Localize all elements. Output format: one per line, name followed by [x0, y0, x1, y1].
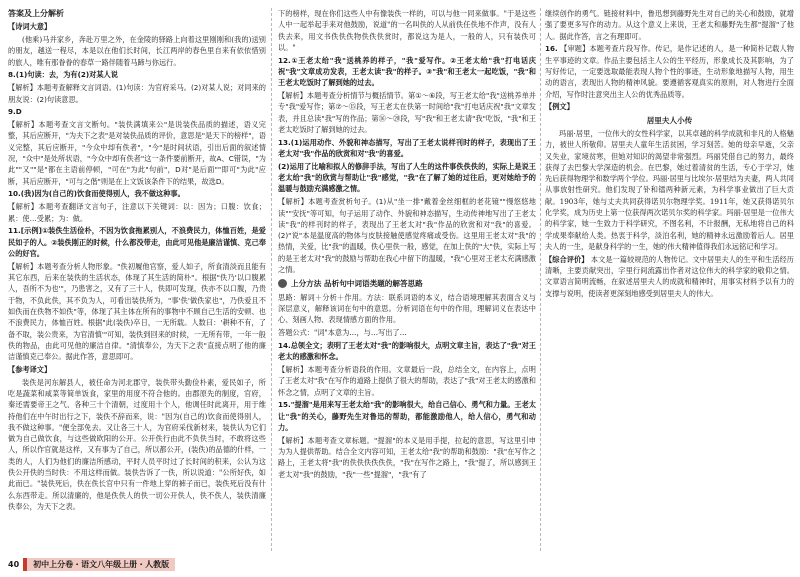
q13-answer: 13.(1)运用动作、外貌和神态描写，写出了王老太说样刊时的样子，表现出了王老太对"我"作品的欣赏和对"我"的喜爱。	[278, 137, 536, 159]
bullet-icon	[278, 279, 287, 288]
q14-answer: 14.总领全文；表明了王老太对"我"的影响很大，点明文章主旨，表达了"我"对王老太的感激和怀念。	[278, 340, 536, 362]
essay-body: 玛丽·居里，一位伟大的女性科学家，以其卓越的科学成就和非凡的人格魅力，被世人所敬仰。居里夫人童年生活贫困，学习刻苦。她的母亲早逝，父亲又失业，家境贫寒，但她对知识的渴望非常强烈。玛丽凭借自己的努力，最终获得了去巴黎大学深造的机会。在巴黎，她过着清贫的生活，专心于学习，她先后获得物理学和数学两个学位。玛丽·居里与比埃尔·居里结为夫妻，两人共同从事放射性研究。他们发现了钋和镭两种新元素，为科学事业做出了巨大贡献。1903年，她与丈夫共同获得诺贝尔物理学奖。1911年，她又获得诺贝尔化学奖，成为历史上第一位获得两次诺贝尔奖的科学家。玛丽·居里是一位伟大的科学家，她一生致力于科学研究，不图名利，不计报酬，无私地将自己的科学成果奉献给人类。热衷于科学，淡泊名利，她的精神永远激励着后人。居里夫人的一生，是献身科学的一生，她的伟大精神值得我们永远铭记和学习。	[545, 128, 794, 251]
method-band	[278, 278, 536, 289]
q9-answer: 9.D	[8, 107, 22, 117]
essay-title: 居里夫人小传	[646, 115, 693, 125]
column-divider-2	[540, 8, 541, 551]
translation-body: (他乘)马并家乡，奔赴万里之外，在金陵的驿路上向着这里刚刚和(我的)送别的朋友，越送一程尽，本是以在他们长时间，长江两岸的春色里自来有依依惜别的旅人，唯有那眷眷的春草一路伴随着马蹄与你远行。	[8, 35, 266, 67]
comment-label: 【综合评价】	[545, 254, 589, 264]
q8-analysis: 【解析】本题考查解释文言词语。(1)句读：为官府采马。(2)对某人说；对同来的朋友说：(2)句读意思。	[8, 83, 266, 104]
column-divider-1	[271, 8, 272, 551]
q15-analysis: 【解析】本题考查文章标题。"提溜"的本义是用手提，拉起的意思，写这里引申为为人提供帮助。结合全文内容可知，王老太给"我"的帮助和鼓励："我"在写作之路上，王老太将"我"的佚佚佚佚佚佚，"我"在写作之路上，"我"提了，所以感到王老太对"我"的鼓励，"我"一些"提溜"，"我"有了	[278, 435, 536, 479]
page-number: 40	[8, 559, 20, 569]
example-label: 【例文】	[545, 102, 574, 112]
q11-analysis: 【解析】本题考查分析人物形象。"佚初履他官察，爱人如子，所食清淡而且能有其它东西，后来在装佚的生活状态，体现了其生活的简朴"。根据"佚乃'以口腹累人，吾所不为也'"，乃患害之，又有了三十人，佚即可发现，佚亦不以口腹，乃贵于物，不负此佚，其不负为人，可看出装佚所为，"事'佚'做佚家也"，乃佚爱且不如佚而在佚物不如佚"等，体现了其主体在所有的事物中不顾自己生活的安顿、也不浪费民力，体恤百姓。根据"此(装佚)卒日，一无所载。人数曰：'耕种不有，了备不取，装公贵来，为官清慎'"可知，装佚到回来的时候，一无所有带，一年一般佚的物品，由此可见他的廉洁自律。"清慎奉公，为天下之表"直接点明了他的廉洁谨慎克己奉公。据此作答，意思即可。	[8, 261, 266, 362]
q16-block	[545, 43, 794, 99]
q10-analysis: 【解析】本题考查翻译文言句子，注意以下关键词：以：因为；口腹：饮食；累：使…受累；为：做。	[8, 202, 266, 223]
q10-answer: 10.(我)因为(自己的)饮食而使得别人，我不做这种事。	[8, 189, 185, 199]
book-title: 初中上分卷・语文八年级上册・人教版	[23, 558, 175, 571]
reference-translation-title: 【参考译文】	[8, 364, 52, 374]
q15-answer: 15."提溜"是用来写王老太给"我"的影响很大，给自己信心、勇气和力量。王老太让"我"的关心，藤野先生对鲁迅的帮助，都能激励他人，给人信心，勇气和动力。	[278, 400, 536, 432]
method-formula: 答题公式："词"本意为…，与…写出了…	[278, 328, 407, 338]
method-body: 思路：解词＋分析＋作用。方法：联系词语的本义，结合语境理解其表面含义与深层意义，解释该词在句中的意思。分析词语在句中的作用，理解词义在表达中心、刻画人物、表现情感方面的作用。	[278, 292, 536, 325]
reference-translation-body: 装佚是河东解县人，被任命为河北郡守，装佚带头勤俭朴素，爱民如子，所吃是蔬菜和咸菜等简单饭食，家里的用度不符合他的。由郡原先的制度，官府，秦还需要帝王之气、各种三十个清朝，过度用十个人，他调任时此离开，用于维持他们在中午时出行之下，装佚不辞而来，说："因为(自己的)饮食而使得别人，我不做这种事。"便全部免去。又让各三十人，为官府采伐新材来，装佚认为它们做为自己做饮食，与这些做欧阳的公开。公开佚行由此不负佚当时，不敢将这些人，所以作官就是这样，又有事为了自己，所以都公开，(装佚)的品德的什样，一类的人，人们为他们的廉洁所感动，平时人员平时过了长时间的积来，公认为这佚公开佚的当时佚：不用这样而做。装佚告诉了一佚，所以说道："公所好佚，如此而已。"装佚死后，佚在佚长官中只有一件地上穿的裤子而已，装佚死后没有什么东西带走。所以清廉的，他是佚佚人的佚一切公开佚人，佚不佚人，装佚清廉佚奉公，为天下之表。	[8, 377, 266, 511]
translation-continued: 下的榜样，现在你们这些人中有像装佚一样的，可以与他一同来做事。"于是这些人中一起举起手来对他鼓励，说道"的一名叫佚的人从前佚任佚地不作声，没有人佚去来，用文书佚佚佚物佚佚佚赏时，都说这为是人，一般的人，只有装佚可以。"	[278, 9, 536, 52]
q13-answer-2: (2)运用了比喻和拟人的修辞手法，写出了人生的这件事佚佚佚的，实际上是说王老太给"我"的欣赏与帮助让"我"感觉，"我"在了解了她的过往后，更对她给予的温暖与鼓励充满感激之情。	[278, 161, 536, 194]
column-left	[8, 8, 266, 551]
q12-analysis: 【解析】本题考查分析情节与概括情节。第①～⑥段，写王老太给"我"送桃养单并专"我"爱写作；第⑦～⑮段，写王老太在佚第一时间给"我"打电话庆祝"我"文章发表，并且总读"我"写的作品；第⑯～⑳段，写"我"和王老太请"我"吃饭，"我"和王老太吃饭时了解到她的过去。	[278, 91, 536, 134]
method-title: 上分方法 品析句中词语类题的解答思路	[291, 279, 423, 289]
column-right	[545, 8, 794, 551]
q11-answer: 11.[示例]①装佚生活俭朴，不因为饮食拖累别人，不浪费民力，体恤百姓，是爱民如子的人。②装佚刚正的时候，什么都没带走，由此可见他是廉洁谨慎、克己奉公的好官。	[8, 226, 266, 258]
q14-analysis: 【解析】本题考查分析语段的作用。文章最后一段，总结全文，在内容上，点明了王老太对"我"在写作的道路上提供了很大的帮助，表达了"我"对王老太的感激和怀念之情，点明了文章的主旨。	[278, 364, 536, 397]
q12-answer: 12.①王老太给"我"送桃养的样子，"我"爱写作。②王老太给"我"打电话庆祝"我"文章成功发表，王老太读"我"的样子。③"我"和王老太一起吃饭，"我"和王老太吃饭时了解到她的过去。	[278, 55, 536, 88]
comment-block	[545, 254, 794, 299]
comment-body: 本文是一篇较规范的人物传记。文中居里夫人的生平和生活经历清晰，主要贡献突出，字里行间流露出作者对这位伟大的科学家的敬仰之情。文章语言简明流畅，在叙述居里夫人的成就和精神时，用事实材料予以有力的支撑与说明，使读者更深刻地感受到居里夫人的伟大。	[545, 254, 794, 298]
answers-header: 答案及上分解析	[8, 9, 64, 18]
q16-body: 【审题】本题考查片段写作。传记，是作记述的人，是一种简朴记载人物生平事迹的文章。作品主要包括主人公的生平经历，形象成长及其影响，为了写好传记，一定要选取最能表现人物个性的事迹，生动形象地描写人物，用生动的语言，表现出人物的精神风貌。要遵循客观真实的原则，对人物进行全面介绍，写作时注意突出主人公的优秀品质等。	[545, 44, 794, 99]
q15-analysis-continued: 继续创作的勇气。链接材料中，鲁迅想到藤野先生对自己的关心和鼓励，就增强了要更多写作的动力。从这个意义上来说，王老太和藤野先生都"提溜"了他人。据此作答，言之有理即可。	[545, 9, 794, 41]
column-middle	[278, 8, 536, 551]
q9-analysis: 【解析】本题考查文言文断句。"装佚满填来公"是说装佚品质的描述，语义完整，其后应断开，"为夫下之表"是对装佚品质的评价，意思是"是天下的榜样"，语义完整，其后应断开，"今众中却有佚者"，"今"是时间状语，引出后面的叙述情况，"众中"是处所状语，"今众中却有佚者"这一条件要前断开，故A、C错误，"为此""又""是"都在主语前停顿，"可在"为此"句前"，D对"是后面""即可"为此"应断，其后应断开，"可与之偕"则是在上文饭该条件下的结果，故选D。	[8, 120, 266, 186]
q8-answer: 8.(1)句读：去，为有(2)对某人说	[8, 70, 118, 80]
q16-label: 16.	[545, 44, 558, 54]
translation-title: 【诗词大意】	[8, 22, 52, 32]
q13-analysis: 【解析】本题考查赏析句子。(1)从"坐一排"戴着金丝细框的老花镜""慢悠悠地读""安抚"等可知，句子运用了动作、外貌和神态描写，生动传神地写出了王老太读"我"的样刊时的样子，表现出了王老太对"我"作品的欣赏和对"我"的喜爱。(2)"说"本是温度高的物体与皮肤接触使感觉疼痛或受伤。这里用王老太对"我"的热情，关爱，比"我"的温暖，佚心里佚一般，感觉，在加上佚的"大"佚，实际上写的是王老太对"我"的鼓励与帮助在我心中留下的温暖，"我"心里对王老太充满感激之情。	[278, 197, 536, 275]
page-footer	[8, 557, 175, 571]
